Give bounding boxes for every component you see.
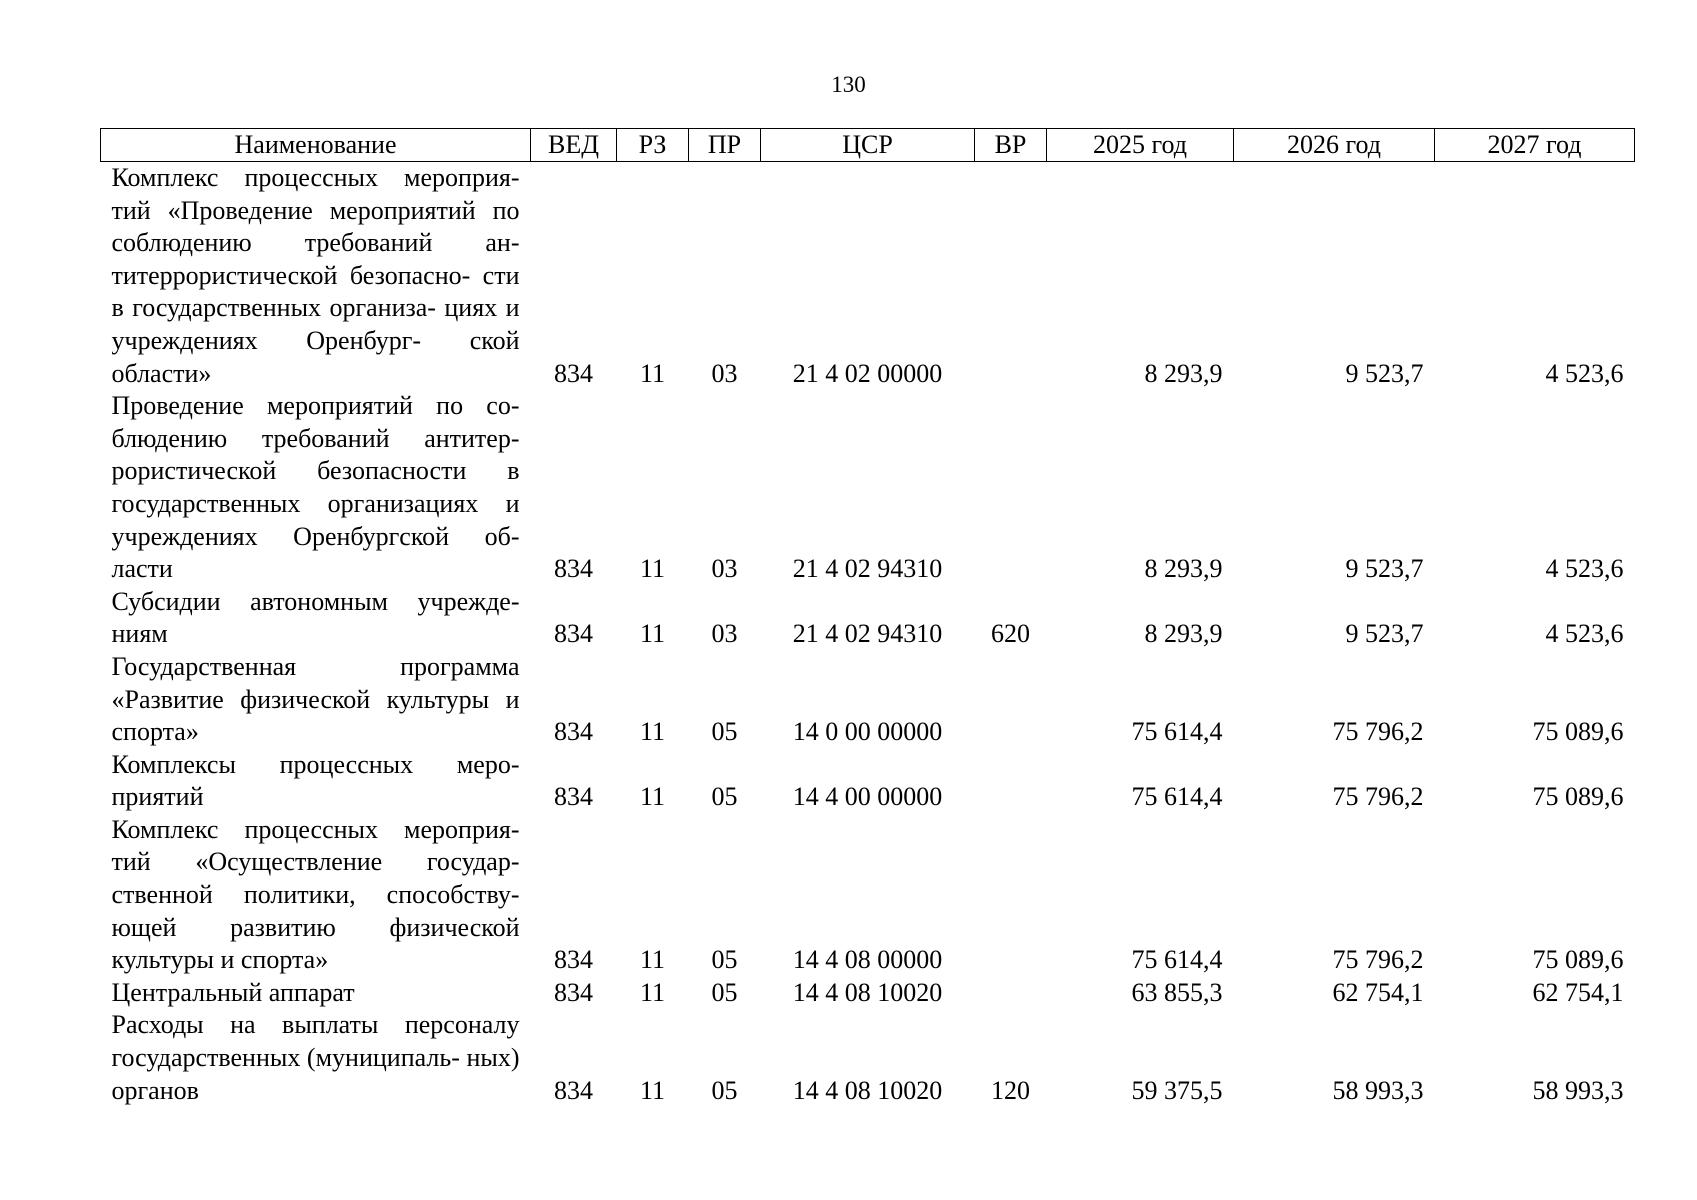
cell-2025: 63 855,3 xyxy=(1131,977,1223,1007)
cell-name-line: государственных организациях и xyxy=(111,488,520,518)
cell-name-line: ственной политики, способству- xyxy=(111,880,520,910)
cell-vr xyxy=(975,749,1047,814)
cell-name xyxy=(101,814,531,977)
cell-name-line: Расходы на выплаты персоналу xyxy=(111,1010,520,1040)
cell-name-line: Субсидии автономным учрежде- xyxy=(111,586,520,616)
table-row xyxy=(101,162,1635,391)
cell-name xyxy=(101,586,531,651)
cell-pr: 03 xyxy=(711,619,738,649)
cell-vr xyxy=(975,390,1047,586)
cell-pr: 05 xyxy=(711,945,738,975)
cell-pr: 05 xyxy=(711,782,738,812)
cell-name-line: блюдению требований антитер- xyxy=(111,423,520,453)
cell-name xyxy=(101,651,531,749)
cell-2027: 4 523,6 xyxy=(1545,554,1624,584)
cell-name-line: культуры и спорта» xyxy=(111,945,329,975)
cell-2027: 4 523,6 xyxy=(1545,619,1624,649)
cell-name-line: «Развитие физической культуры xyxy=(111,684,490,714)
cell-name xyxy=(101,977,531,1010)
table-row xyxy=(101,977,1635,1010)
cell-vr xyxy=(975,651,1047,749)
cell-name-line: рористической безопасности в xyxy=(111,456,520,486)
cell-rz: 11 xyxy=(639,554,666,584)
cell-name xyxy=(101,1009,531,1107)
table-row xyxy=(101,814,1635,977)
cell-2025: 75 614,4 xyxy=(1131,782,1223,812)
cell-name-line: ниям xyxy=(111,619,168,649)
header-rz: РЗ xyxy=(617,129,689,162)
cell-ved: 834 xyxy=(554,358,593,388)
cell-name-line: титеррористической безопасно- xyxy=(111,260,471,290)
cell-vr xyxy=(975,814,1047,977)
cell-vr: 120 xyxy=(991,1075,1030,1105)
cell-name-line: ных) органов xyxy=(111,1043,520,1105)
cell-name-line: ской области» xyxy=(111,325,520,388)
page-number: 130 xyxy=(831,72,866,97)
cell-2026: 9 523,7 xyxy=(1345,554,1424,584)
cell-name-line: Комплексы процессных меро- xyxy=(111,749,520,779)
header-pr: ПР xyxy=(689,129,761,162)
cell-name xyxy=(101,749,531,814)
cell-vr xyxy=(975,977,1047,1010)
cell-rz: 11 xyxy=(639,358,666,388)
cell-vr xyxy=(975,162,1047,391)
cell-rz: 11 xyxy=(639,977,666,1007)
cell-2025: 75 614,4 xyxy=(1131,945,1223,975)
cell-name-line: приятий xyxy=(111,782,204,812)
cell-2026: 62 754,1 xyxy=(1332,977,1424,1007)
cell-2027: 75 089,6 xyxy=(1532,717,1624,747)
cell-csr: 21 4 02 00000 xyxy=(792,358,943,388)
cell-pr: 05 xyxy=(711,1075,738,1105)
table-row xyxy=(101,586,1635,651)
table-header-row xyxy=(101,129,1635,162)
cell-rz: 11 xyxy=(639,1075,666,1105)
cell-2026: 75 796,2 xyxy=(1332,717,1424,747)
header-csr: ЦСР xyxy=(761,129,975,162)
table-row xyxy=(101,749,1635,814)
cell-rz: 11 xyxy=(639,619,666,649)
header-ved: ВЕД xyxy=(531,129,617,162)
cell-2025: 8 293,9 xyxy=(1144,619,1223,649)
cell-csr: 14 4 00 00000 xyxy=(792,782,943,812)
cell-name-line: Комплекс процессных мероприя- xyxy=(111,163,520,192)
cell-ved: 834 xyxy=(554,945,593,975)
cell-2026: 75 796,2 xyxy=(1332,782,1424,812)
cell-csr: 14 4 08 00000 xyxy=(792,945,943,975)
cell-name-line: государственных (муниципаль- xyxy=(111,1043,460,1073)
cell-vr: 620 xyxy=(991,619,1030,649)
cell-ved: 834 xyxy=(554,717,593,747)
cell-name-line: сти в государственных организа- xyxy=(111,260,520,323)
cell-name-line: Государственная программа xyxy=(111,651,520,681)
cell-csr: 14 4 08 10020 xyxy=(792,977,943,1007)
cell-name-line: по соблюдению требований ан- xyxy=(111,195,520,258)
cell-rz: 11 xyxy=(639,782,666,812)
cell-csr: 21 4 02 94310 xyxy=(792,554,943,584)
cell-name-line: Проведение мероприятий по со- xyxy=(111,391,520,421)
table-row xyxy=(101,1009,1635,1107)
header-name: Наименование xyxy=(101,129,531,162)
cell-2026: 9 523,7 xyxy=(1345,619,1424,649)
cell-name-line: тий «Осуществление государ- xyxy=(111,847,520,877)
cell-rz: 11 xyxy=(639,945,666,975)
budget-table xyxy=(100,128,1635,1107)
cell-ved: 834 xyxy=(554,782,593,812)
cell-ved: 834 xyxy=(554,554,593,584)
cell-name-line: Центральный аппарат xyxy=(111,977,355,1007)
cell-ved: 834 xyxy=(554,619,593,649)
cell-csr: 14 0 00 00000 xyxy=(792,717,943,747)
header-2025: 2025 год xyxy=(1047,129,1234,162)
cell-2027: 58 993,3 xyxy=(1532,1075,1624,1105)
cell-name-line: ющей развитию физической xyxy=(111,912,520,942)
cell-2027: 4 523,6 xyxy=(1545,358,1624,388)
cell-name-line: учреждениях Оренбургской об- xyxy=(111,521,520,551)
cell-ved: 834 xyxy=(554,1075,593,1105)
cell-2027: 62 754,1 xyxy=(1532,977,1624,1007)
cell-pr: 05 xyxy=(711,717,738,747)
cell-pr: 05 xyxy=(711,977,738,1007)
cell-csr: 14 4 08 10020 xyxy=(792,1075,943,1105)
cell-2026: 9 523,7 xyxy=(1345,358,1424,388)
cell-name-line: Комплекс процессных мероприя- xyxy=(111,814,520,844)
header-vr: ВР xyxy=(975,129,1047,162)
cell-name-line: ласти xyxy=(111,554,173,584)
cell-name-line: тий «Проведение мероприятий xyxy=(111,195,476,225)
cell-2027: 75 089,6 xyxy=(1532,782,1624,812)
cell-name-line: циях и учреждениях Оренбург- xyxy=(111,293,520,355)
cell-name xyxy=(101,390,531,586)
cell-2025: 8 293,9 xyxy=(1144,358,1223,388)
cell-ved: 834 xyxy=(554,977,593,1007)
header-2026: 2026 год xyxy=(1234,129,1435,162)
cell-2025: 8 293,9 xyxy=(1144,554,1223,584)
table-row xyxy=(101,390,1635,586)
cell-name-line: и спорта» xyxy=(111,684,520,747)
table-row xyxy=(101,651,1635,749)
cell-csr: 21 4 02 94310 xyxy=(792,619,943,649)
table-body xyxy=(101,162,1635,1108)
cell-2025: 75 614,4 xyxy=(1131,717,1223,747)
cell-name xyxy=(101,162,531,391)
header-2027: 2027 год xyxy=(1435,129,1635,162)
cell-pr: 03 xyxy=(711,554,738,584)
cell-rz: 11 xyxy=(639,717,666,747)
cell-2026: 58 993,3 xyxy=(1332,1075,1424,1105)
cell-pr: 03 xyxy=(711,358,738,388)
cell-2027: 75 089,6 xyxy=(1532,945,1624,975)
cell-2026: 75 796,2 xyxy=(1332,945,1424,975)
cell-2025: 59 375,5 xyxy=(1131,1075,1223,1105)
